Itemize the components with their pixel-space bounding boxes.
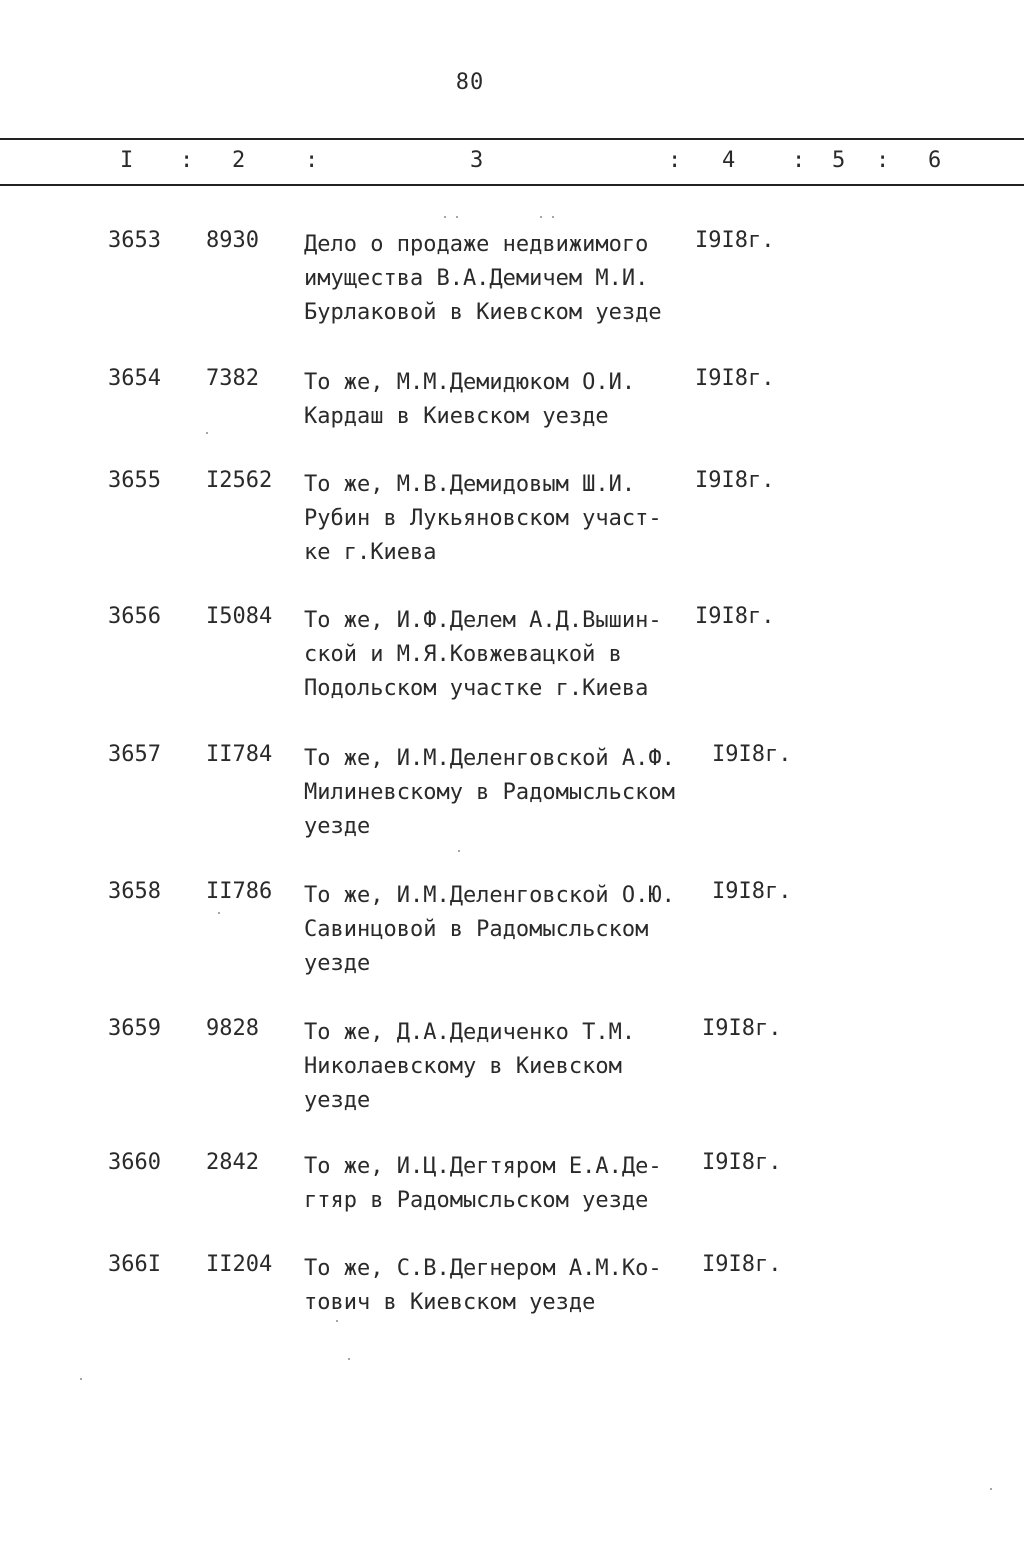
entry-number: 366I xyxy=(108,1252,161,1277)
scan-speck xyxy=(990,1488,992,1490)
entry-description xyxy=(304,366,714,434)
description-line: То же, И.М.Деленговской А.Ф. xyxy=(304,746,675,771)
description-line: Николаевскому в Киевском xyxy=(304,1054,622,1079)
column-header-5: 5 xyxy=(832,148,846,173)
scan-speck xyxy=(456,216,458,218)
column-header-6: 6 xyxy=(928,148,942,173)
scan-speck xyxy=(218,912,220,914)
scan-speck xyxy=(80,1378,82,1380)
entry-number: 3658 xyxy=(108,879,161,904)
column-separator: : xyxy=(876,148,890,173)
entry-description xyxy=(304,742,714,844)
entry-fund-number: II784 xyxy=(206,742,273,767)
entry-fund-number: 8930 xyxy=(206,228,259,253)
page-number: 80 xyxy=(455,70,485,95)
entry-number: 3660 xyxy=(108,1150,161,1175)
entry-year: I9I8г. xyxy=(695,228,775,253)
header-top-rule xyxy=(0,138,1024,140)
entry-description xyxy=(304,604,714,706)
description-line: ской и М.Я.Ковжевацкой в xyxy=(304,642,622,667)
entry-description xyxy=(304,228,714,330)
description-line: гтяр в Радомысльском уезде xyxy=(304,1188,649,1213)
entry-year: I9I8г. xyxy=(702,1016,782,1041)
entry-year: I9I8г. xyxy=(695,366,775,391)
scan-speck xyxy=(540,216,542,218)
entry-year: I9I8г. xyxy=(702,1150,782,1175)
scan-speck xyxy=(552,216,554,218)
column-separator: : xyxy=(792,148,806,173)
entry-description xyxy=(304,1252,714,1320)
description-line: ке г.Киева xyxy=(304,540,437,565)
entry-year: I9I8г. xyxy=(712,879,792,904)
description-line: уезде xyxy=(304,814,371,839)
entry-number: 3659 xyxy=(108,1016,161,1041)
entry-fund-number: 2842 xyxy=(206,1150,259,1175)
description-line: уезде xyxy=(304,1088,371,1113)
entry-year: I9I8г. xyxy=(695,468,775,493)
entry-number: 3654 xyxy=(108,366,161,391)
scan-speck xyxy=(336,1320,338,1322)
entry-fund-number: I5084 xyxy=(206,604,273,629)
description-line: Бурлаковой в Киевском уезде xyxy=(304,300,662,325)
description-line: То же, И.Ф.Делем А.Д.Вышин- xyxy=(304,608,662,633)
description-line: То же, М.М.Демидюком О.И. xyxy=(304,370,636,395)
column-separator: : xyxy=(668,148,682,173)
description-line: То же, Д.А.Дедиченко Т.М. xyxy=(304,1020,636,1045)
scan-speck xyxy=(458,850,460,852)
entry-fund-number: 7382 xyxy=(206,366,259,391)
description-line: То же, С.В.Дегнером А.М.Ко- xyxy=(304,1256,662,1281)
description-line: То же, М.В.Демидовым Ш.И. xyxy=(304,472,636,497)
description-line: имущества В.А.Демичем М.И. xyxy=(304,266,649,291)
entry-description xyxy=(304,1150,714,1218)
entry-fund-number: II786 xyxy=(206,879,273,904)
entry-description xyxy=(304,1016,714,1118)
scan-speck xyxy=(348,1358,350,1360)
entry-fund-number: I2562 xyxy=(206,468,273,493)
description-line: Савинцовой в Радомысльском xyxy=(304,917,649,942)
description-line: Кардаш в Киевском уезде xyxy=(304,404,609,429)
entry-year: I9I8г. xyxy=(712,742,792,767)
entry-year: I9I8г. xyxy=(702,1252,782,1277)
entry-number: 3653 xyxy=(108,228,161,253)
description-line: То же, И.Ц.Дегтяром Е.А.Де- xyxy=(304,1154,662,1179)
column-header-4: 4 xyxy=(722,148,736,173)
column-separator: : xyxy=(305,148,319,173)
header-bottom-rule xyxy=(0,184,1024,186)
entry-fund-number: II204 xyxy=(206,1252,273,1277)
entry-fund-number: 9828 xyxy=(206,1016,259,1041)
description-line: Милиневскому в Радомысльском xyxy=(304,780,675,805)
description-line: То же, И.М.Деленговской О.Ю. xyxy=(304,883,675,908)
description-line: Рубин в Лукьяновском участ- xyxy=(304,506,662,531)
description-line: Дело о продаже недвижимого xyxy=(304,232,649,257)
entry-year: I9I8г. xyxy=(695,604,775,629)
scan-speck xyxy=(444,216,446,218)
description-line: тович в Киевском уезде xyxy=(304,1290,596,1315)
description-line: Подольском участке г.Киева xyxy=(304,676,649,701)
scan-speck xyxy=(206,432,208,434)
entry-number: 3655 xyxy=(108,468,161,493)
entry-number: 3657 xyxy=(108,742,161,767)
entry-description xyxy=(304,468,714,570)
column-header-3: 3 xyxy=(470,148,484,173)
column-separator: : xyxy=(180,148,194,173)
column-header-2: 2 xyxy=(232,148,246,173)
entry-number: 3656 xyxy=(108,604,161,629)
description-line: уезде xyxy=(304,951,371,976)
entry-description xyxy=(304,879,714,981)
column-header-1: I xyxy=(120,148,134,173)
